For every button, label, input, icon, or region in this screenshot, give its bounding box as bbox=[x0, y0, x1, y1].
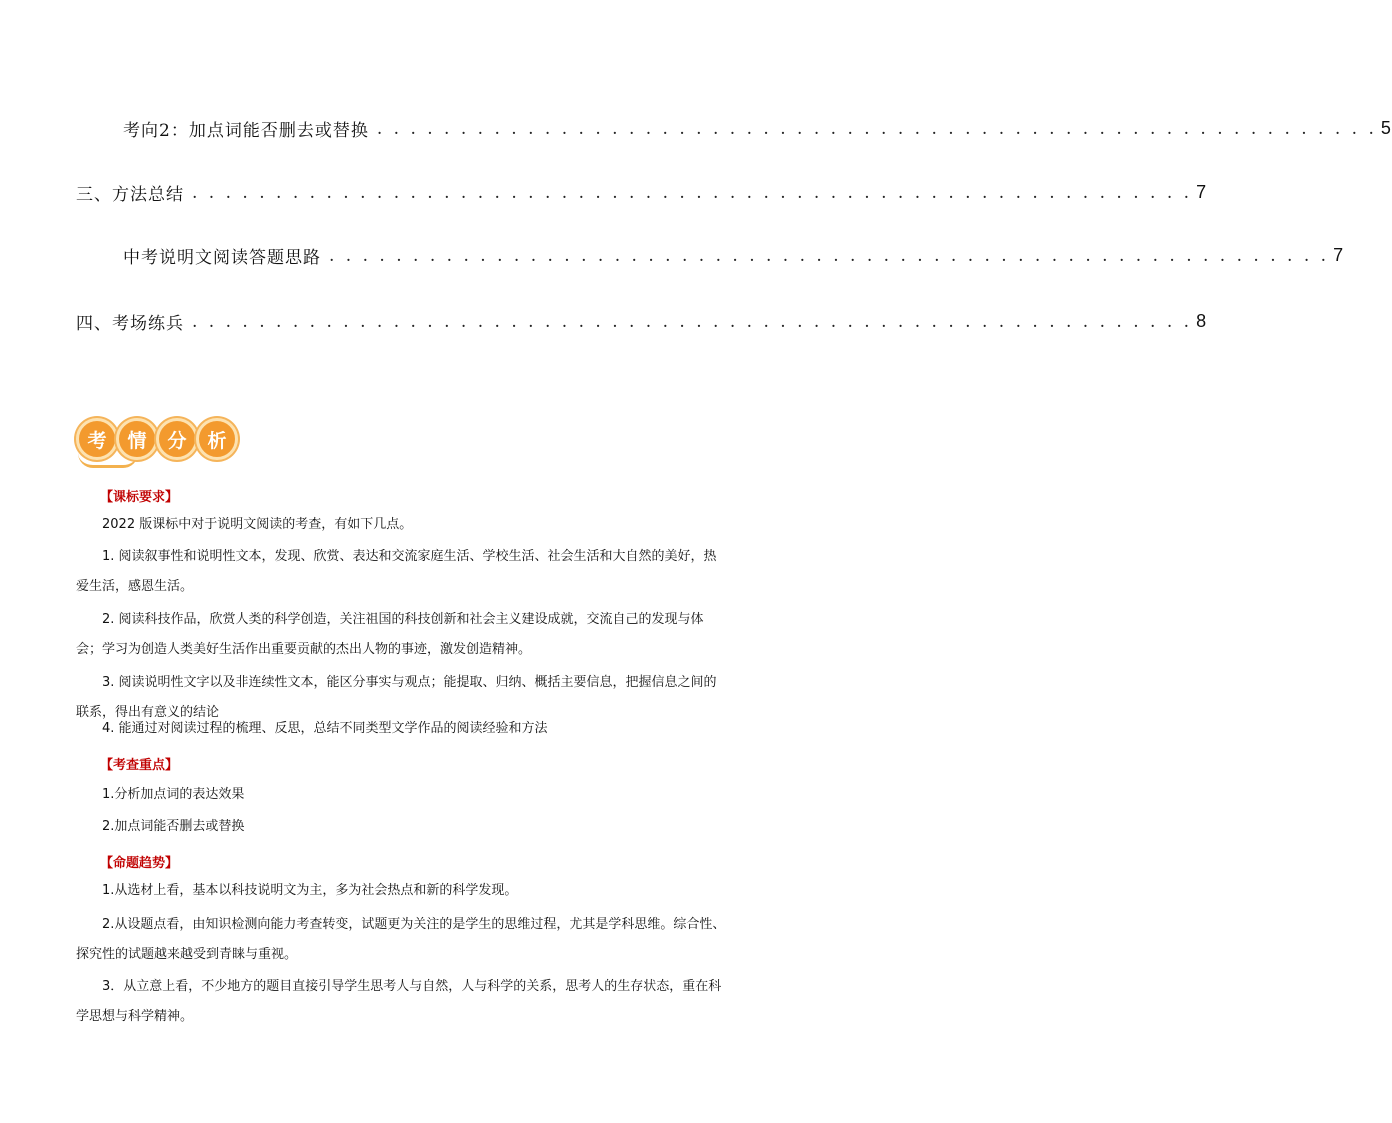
toc-entry-label: 考向2：加点词能否删去或替换 bbox=[123, 121, 369, 141]
toc-entry[interactable] bbox=[123, 116, 1392, 141]
badge-char: 分 bbox=[156, 418, 198, 460]
toc-entry-page: 7 bbox=[1333, 245, 1345, 265]
paragraph-qushi-1: 1.从选材上看，基本以科技说明文为主，多为社会热点和新的科学发现。 bbox=[102, 883, 518, 898]
badge-char: 情 bbox=[116, 418, 158, 460]
paragraph-zhongdian-2: 2.加点词能否删去或替换 bbox=[102, 819, 245, 834]
toc-entry-page: 7 bbox=[1196, 182, 1208, 202]
paragraph-zhongdian-1: 1.分析加点词的表达效果 bbox=[102, 787, 245, 802]
paragraph-kebiao-4: 4. 能通过对阅读过程的梳理、反思，总结不同类型文学作品的阅读经验和方法 bbox=[102, 721, 548, 736]
toc-leader-dots: . . . . . . . . . . . . . . . . . . . . . . . . . . . . . . . . . . . . . . . . . . . . . . . . . . . . . . . . . . . . bbox=[192, 311, 1193, 332]
toc-entry[interactable] bbox=[123, 243, 1345, 268]
toc-entry-page: 8 bbox=[1196, 311, 1208, 331]
section-title-zhongdian: 【考查重点】 bbox=[100, 758, 179, 773]
toc-entry-page: 5 bbox=[1380, 118, 1392, 138]
paragraph-intro: 2022 版课标中对于说明文阅读的考查，有如下几点。 bbox=[102, 517, 413, 532]
paragraph-kebiao-2: 2. 阅读科技作品，欣赏人类的科学创造，关注祖国的科技创新和社会主义建设成就，交流自己的发现与体会；学习为创造人类美好生活作出重要贡献的杰出人物的事迹，激发创造精神。 bbox=[76, 612, 704, 657]
toc-entry[interactable] bbox=[76, 180, 1208, 205]
paragraph-kebiao-3: 3. 阅读说明性文字以及非连续性文本，能区分事实与观点；能提取、归纳、概括主要信息，把握信息之间的联系，得出有意义的结论 bbox=[76, 675, 717, 720]
paragraph-kebiao-1: 1. 阅读叙事性和说明性文本，发现、欣赏、表达和交流家庭生活、学校生活、社会生活和大自然的美好，热爱生活，感恩生活。 bbox=[76, 549, 717, 594]
paragraph-qushi-2: 2.从设题点看，由知识检测向能力考查转变，试题更为关注的是学生的思维过程，尤其是学科思维。综合性、探究性的试题越来越受到青睐与重视。 bbox=[76, 917, 726, 962]
section-badge bbox=[76, 418, 226, 468]
toc-entry-label: 中考说明文阅读答题思路 bbox=[123, 248, 321, 268]
toc-entry[interactable] bbox=[76, 309, 1208, 334]
badge-char: 析 bbox=[196, 418, 238, 460]
section-title-kebiao: 【课标要求】 bbox=[100, 490, 179, 505]
badge-char: 考 bbox=[76, 418, 118, 460]
section-title-qushi: 【命题趋势】 bbox=[100, 856, 179, 871]
toc-leader-dots: . . . . . . . . . . . . . . . . . . . . . . . . . . . . . . . . . . . . . . . . . . . . . . . . . . . . . . . . . . . . bbox=[192, 182, 1193, 203]
toc-leader-dots: . . . . . . . . . . . . . . . . . . . . . . . . . . . . . . . . . . . . . . . . . . . . . . . . . . . . . . . . . . . . bbox=[329, 245, 1330, 266]
toc-entry-label: 三、方法总结 bbox=[76, 185, 184, 205]
toc-entry-label: 四、考场练兵 bbox=[76, 314, 184, 334]
toc-leader-dots: . . . . . . . . . . . . . . . . . . . . . . . . . . . . . . . . . . . . . . . . . . . . . . . . . . . . . . . . . . . . bbox=[376, 118, 1377, 139]
paragraph-qushi-3: 3．从立意上看，不少地方的题目直接引导学生思考人与自然，人与科学的关系，思考人的生存状态，重在科学思想与科学精神。 bbox=[76, 979, 722, 1024]
